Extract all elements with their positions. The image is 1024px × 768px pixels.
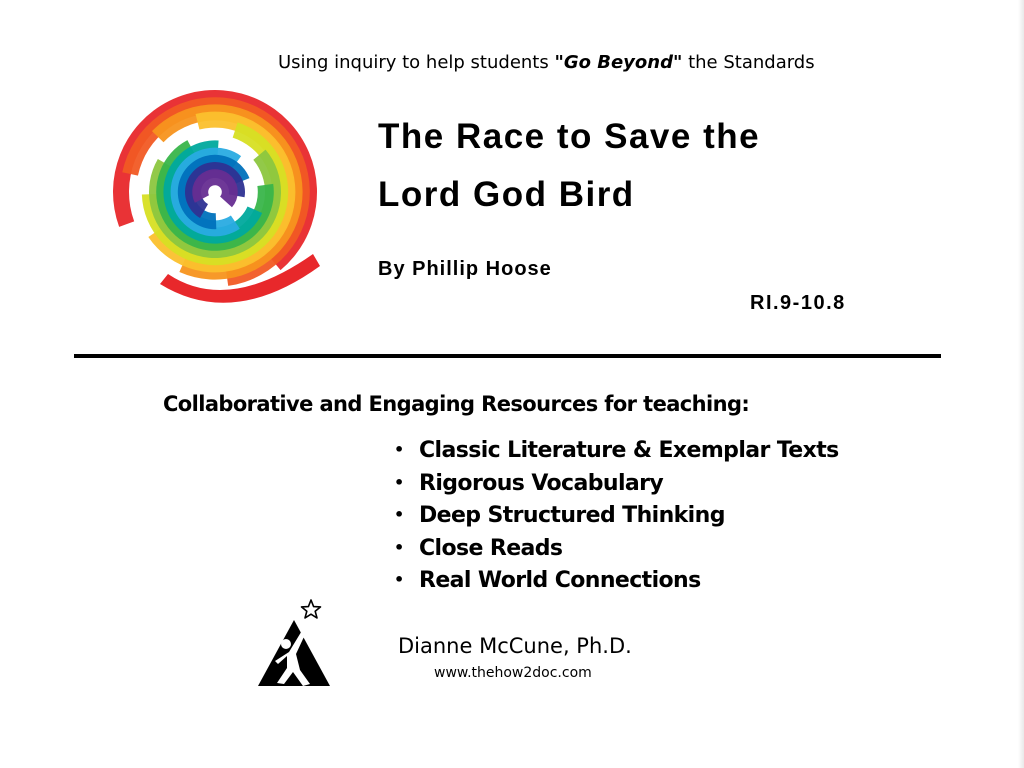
page-edge-shadow xyxy=(1018,0,1024,768)
book-title-line-1: The Race to Save the xyxy=(378,117,761,156)
tagline-start: Using inquiry to help students xyxy=(278,52,555,73)
bullet-icon: • xyxy=(394,505,404,524)
website-link[interactable]: www.thehow2doc.com xyxy=(434,665,592,681)
book-title xyxy=(378,108,760,224)
bullet-icon: • xyxy=(394,570,404,589)
divider-rule xyxy=(74,354,941,358)
resources-heading: Collaborative and Engaging Resources for teaching: xyxy=(163,392,750,416)
standard-code: RI.9-10.8 xyxy=(750,292,846,314)
presenter-name: Dianne McCune, Ph.D. xyxy=(398,634,632,658)
rainbow-spiral-logo-icon xyxy=(108,84,323,309)
list-item: • Close Reads xyxy=(394,532,839,565)
bullet-icon: • xyxy=(394,440,404,459)
list-item: • Rigorous Vocabulary xyxy=(394,467,839,500)
resources-list xyxy=(394,434,839,597)
tagline-emphasis: "Go Beyond" xyxy=(554,52,683,73)
star-reach-triangle-logo-icon xyxy=(256,598,332,688)
list-item: • Classic Literature & Exemplar Texts xyxy=(394,434,839,467)
list-item: • Deep Structured Thinking xyxy=(394,499,839,532)
tagline xyxy=(278,52,815,73)
book-title-line-2: Lord God Bird xyxy=(378,175,635,214)
tagline-end: the Standards xyxy=(682,52,815,73)
bullet-icon: • xyxy=(394,537,404,557)
list-item: • Real World Connections xyxy=(394,564,839,597)
bullet-icon: • xyxy=(394,472,404,492)
author-byline: By Phillip Hoose xyxy=(378,258,552,280)
